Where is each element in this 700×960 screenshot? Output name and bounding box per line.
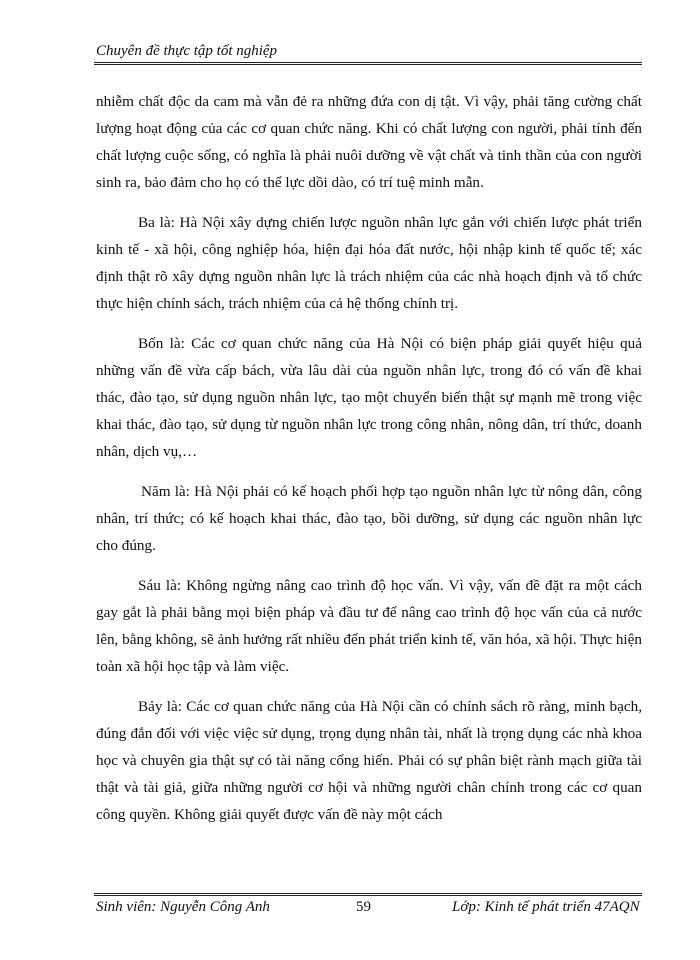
- paragraph-nam-la: Năm là: Hà Nội phải có kế hoạch phối hợp tạo nguồn nhân lực từ nông dân, công nhân, trí thức; có kế hoạch khai thác, đào tạo, bồi dưỡng, sử dụng các nguồn nhân lực cho đúng.: [96, 483, 642, 554]
- footer-divider: [94, 893, 642, 896]
- page-number: 59: [356, 899, 371, 915]
- paragraph-continuation: nhiễm chất độc da cam mà vẫn đẻ ra những đứa con dị tật. Vì vậy, phải tăng cường chất lượng hoạt động của các cơ quan chức năng. Khi có chất lượng con người, phải tính đến chất lượng cuộc sống, có nghĩa là phải nuôi dưỡng về vật chất và tinh thần của con người sinh ra, bảo đảm cho họ có thể lực dồi dào, có trí tuệ minh mẫn.: [96, 93, 642, 191]
- paragraph-sau-la: Sáu là: Không ngừng nâng cao trình độ học vấn. Vì vậy, vấn đề đặt ra một cách gay gắt là phải bằng mọi biện pháp và đầu tư để nâng cao trình độ học vấn của cả nước lên, bằng không, sẽ ảnh hưởng rất nhiều đến phát triển kinh tế, văn hóa, xã hội. Thực hiện toàn xã hội học tập và làm việc.: [96, 577, 642, 675]
- paragraph-bon-la: Bốn là: Các cơ quan chức năng của Hà Nội có biện pháp giải quyết hiệu quả những vấn đề vừa cấp bách, vừa lâu dài của nguồn nhân lực, trong đó có vấn đề khai thác, đào tạo, sử dụng nguồn nhân lực, tạo một chuyển biến thật sự mạnh mẽ trong việc khai thác, đào tạo, sử dụng từ nguồn nhân lực trong công nhân, nông dân, trí thức, doanh nhân, dịch vụ,…: [96, 335, 642, 460]
- paragraph-bay-la: Bảy là: Các cơ quan chức năng của Hà Nội cần có chính sách rõ ràng, minh bạch, đúng đắn đối với việc việc sử dụng, trọng dụng nhân tài, nhất là trọng dụng các nhà khoa học và chuyên gia thật sự có tài năng cống hiến. Phải có sự phân biệt rành mạch giữa tài thật và tài giả, giữa những người cơ hội và những người chân chính trong các cơ quan công quyền. Không giải quyết được vấn đề này một cách: [96, 698, 642, 823]
- page-header-title: Chuyên đề thực tập tốt nghiệp: [96, 43, 278, 59]
- paragraph-ba-la: Ba là: Hà Nội xây dựng chiến lược nguồn nhân lực gắn với chiến lược phát triển kinh tế - xã hội, công nghiệp hóa, hiện đại hóa đất nước, hội nhập kinh tế quốc tế; xác định thật rõ xây dựng nguồn nhân lực là trách nhiệm của các nhà hoạch định và tổ chức thực hiện chính sách, trách nhiệm của cả hệ thống chính trị.: [96, 214, 642, 312]
- document-body: [96, 88, 642, 841]
- footer-student-name: Sinh viên: Nguyễn Công Anh: [96, 899, 270, 915]
- header-divider: [94, 62, 642, 65]
- footer-class: Lớp: Kinh tế phát triển 47AQN: [452, 899, 640, 915]
